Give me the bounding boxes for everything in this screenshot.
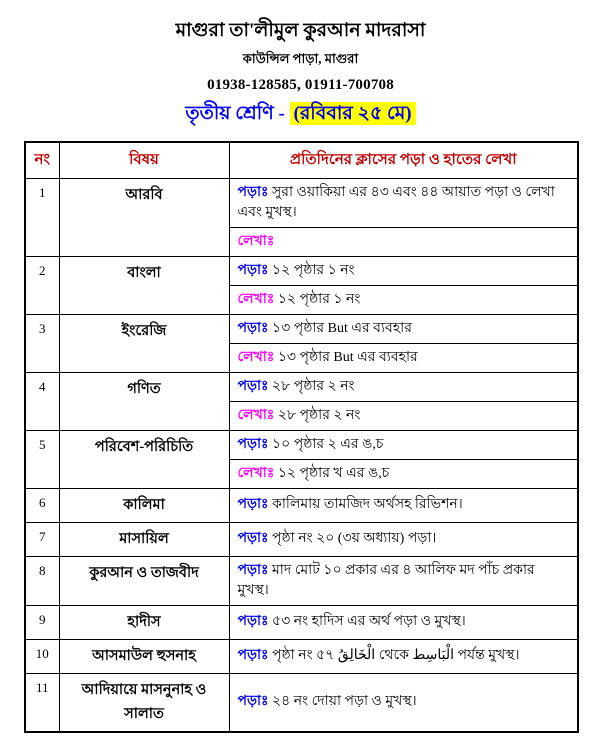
lekha-label: লেখাঃ — [237, 291, 275, 307]
pora-text: ২৮ পৃষ্ঠার ২ নং — [272, 378, 355, 394]
row-number: 1 — [25, 178, 59, 256]
lekha-cell — [229, 401, 578, 430]
row-number: 2 — [25, 256, 59, 314]
table-row — [25, 639, 578, 673]
row-number: 5 — [25, 430, 59, 488]
pora-text: পৃষ্ঠা নং ৫৭ الْخَالِقُ থেকে الْبَاسِط পর্যন্ত মুখস্থ। — [272, 648, 520, 664]
subject-cell: কুরআন ও তাজবীদ — [59, 556, 229, 605]
pora-cell — [229, 673, 578, 732]
pora-label: পড়াঃ — [237, 436, 269, 452]
lekha-text: ১২ পৃষ্ঠার খ এর ঙ,চ — [277, 465, 390, 481]
pora-cell — [229, 639, 578, 673]
title-block — [0, 20, 601, 131]
subject-cell: পরিবেশ-পরিচিতি — [59, 430, 229, 488]
pora-cell — [229, 178, 578, 227]
row-number: 9 — [25, 605, 59, 639]
class-date-highlighted: (রবিবার ২৫ মে) — [290, 102, 416, 125]
lekha-cell — [229, 285, 578, 314]
subject-cell: কালিমা — [59, 488, 229, 522]
pora-label: পড়াঃ — [237, 648, 269, 664]
school-address: কাউন্সিল পাড়া, মাগুরা — [242, 50, 359, 66]
row-number: 7 — [25, 522, 59, 556]
col-header-task: প্রতিদিনের ক্লাসের পড়া ও হাতের লেখা — [229, 142, 578, 179]
table-row — [25, 256, 578, 285]
table-row — [25, 488, 578, 522]
lekha-label: লেখাঃ — [237, 407, 275, 423]
row-number: 11 — [25, 673, 59, 732]
table-header-row — [25, 142, 578, 179]
lekha-text: ১৩ পৃষ্ঠার But এর ব্যবহার — [277, 349, 418, 365]
lekha-label: লেখাঃ — [237, 349, 275, 365]
col-header-subject: বিষয় — [59, 142, 229, 179]
table-row — [25, 673, 578, 732]
pora-text: ১০ পৃষ্ঠার ২ এর ঙ,চ — [272, 436, 384, 452]
class-title: তৃতীয় শ্রেণি - — [185, 102, 285, 124]
subject-cell: গণিত — [59, 372, 229, 430]
pora-text: পৃষ্ঠা নং ২০ (৩য় অধ্যায়) পড়া। — [272, 531, 437, 547]
row-number: 6 — [25, 488, 59, 522]
pora-label: পড়াঃ — [237, 562, 269, 578]
lekha-cell — [229, 227, 578, 256]
lekha-cell — [229, 459, 578, 488]
pora-label: পড়াঃ — [237, 694, 269, 710]
pora-cell — [229, 314, 578, 343]
row-number: 8 — [25, 556, 59, 605]
pora-label: পড়াঃ — [237, 262, 269, 278]
pora-text: ২৪ নং দোয়া পড়া ও মুখস্থ। — [272, 694, 417, 710]
lekha-label: লেখাঃ — [237, 465, 275, 481]
pora-label: পড়াঃ — [237, 497, 269, 513]
table-row — [25, 522, 578, 556]
table-row — [25, 556, 578, 605]
table-row — [25, 430, 578, 459]
pora-cell — [229, 522, 578, 556]
lekha-text: ১২ পৃষ্ঠার ১ নং — [277, 291, 361, 307]
pora-text: ১৩ পৃষ্ঠার But এর ব্যবহার — [272, 320, 412, 336]
pora-label: পড়াঃ — [237, 320, 269, 336]
row-number: 10 — [25, 639, 59, 673]
pora-cell — [229, 430, 578, 459]
table-row — [25, 605, 578, 639]
col-header-no: নং — [25, 142, 59, 179]
table-row — [25, 178, 578, 227]
lekha-label: লেখাঃ — [237, 233, 275, 249]
pora-cell — [229, 372, 578, 401]
pora-label: পড়াঃ — [237, 614, 269, 630]
pora-cell — [229, 556, 578, 605]
pora-text: ৫৩ নং হাদিস এর অর্থ পড়া ও মুখস্থ। — [272, 614, 466, 630]
pora-label: পড়াঃ — [237, 184, 269, 200]
pora-text: ১২ পৃষ্ঠার ১ নং — [272, 262, 355, 278]
school-name: মাগুরা তা'লীমুল কুরআন মাদরাসা — [175, 20, 426, 41]
class-title-line — [0, 99, 601, 131]
lekha-cell — [229, 343, 578, 372]
subject-cell: আরবি — [59, 178, 229, 256]
subject-cell: আসমাউল হুসনাহ — [59, 639, 229, 673]
subject-cell: মাসায়িল — [59, 522, 229, 556]
row-number: 4 — [25, 372, 59, 430]
row-number: 3 — [25, 314, 59, 372]
subject-cell: বাংলা — [59, 256, 229, 314]
phone-numbers: 01938-128585, 01911-700708 — [207, 76, 394, 93]
lekha-text: ২৮ পৃষ্ঠার ২ নং — [277, 407, 361, 423]
pora-text: কালিমায় তামজিদ অর্থসহ রিভিশন। — [272, 497, 463, 513]
pora-text: সুরা ওয়াকিয়া এর ৪৩ এবং ৪৪ আয়াত পড়া ও লেখা এবং মুখস্থ। — [237, 184, 555, 220]
table-row — [25, 372, 578, 401]
subject-cell: আদিয়ায়ে মাসনুনাহ ও সালাত — [59, 673, 229, 732]
subject-cell: ইংরেজি — [59, 314, 229, 372]
pora-text: মাদ মোট ১০ প্রকার এর ৪ আলিফ মদ পাঁচ প্রকার মুখস্থ। — [237, 562, 535, 598]
pora-label: পড়াঃ — [237, 531, 269, 547]
lesson-routine-table — [24, 141, 579, 733]
pora-cell — [229, 605, 578, 639]
pora-label: পড়াঃ — [237, 378, 269, 394]
pora-cell — [229, 256, 578, 285]
pora-cell — [229, 488, 578, 522]
table-row — [25, 314, 578, 343]
subject-cell: হাদীস — [59, 605, 229, 639]
